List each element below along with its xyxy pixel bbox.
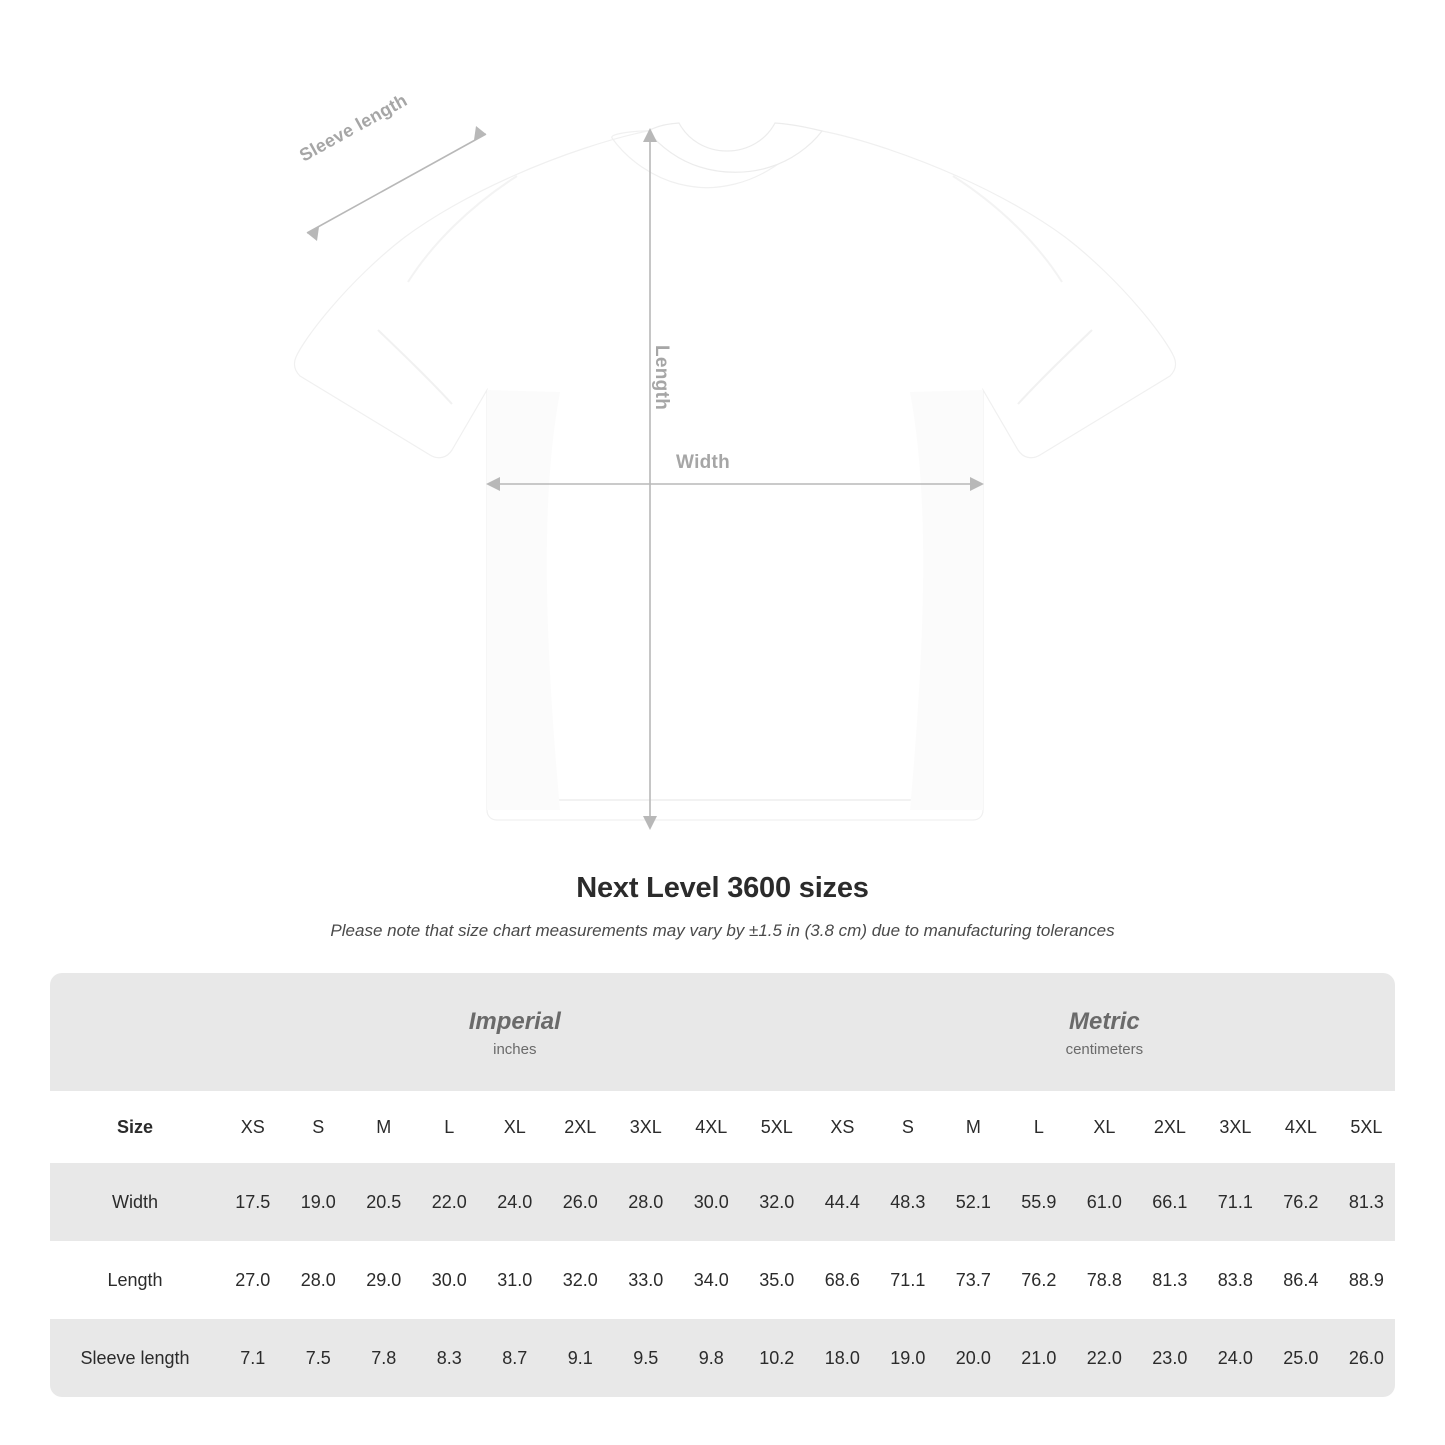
cell-sleeve-metric-4xl: 25.0: [1268, 1319, 1334, 1397]
size-header-metric-5xl: 5XL: [1334, 1091, 1395, 1163]
size-header-metric-s: S: [875, 1091, 941, 1163]
cell-sleeve-imperial-3xl: 9.5: [613, 1319, 679, 1397]
cell-width-imperial-4xl: 30.0: [679, 1163, 745, 1241]
size-header-imperial-3xl: 3XL: [613, 1091, 679, 1163]
cell-length-metric-xl: 78.8: [1072, 1241, 1138, 1319]
cell-width-metric-5xl: 81.3: [1334, 1163, 1395, 1241]
unit-metric-sub: centimeters: [1065, 1040, 1144, 1058]
size-header-imperial-m: M: [351, 1091, 417, 1163]
cell-width-imperial-xl: 24.0: [482, 1163, 548, 1241]
cell-sleeve-metric-l: 21.0: [1006, 1319, 1072, 1397]
cell-sleeve-imperial-s: 7.5: [286, 1319, 352, 1397]
cell-sleeve-imperial-m: 7.8: [351, 1319, 417, 1397]
cell-length-metric-5xl: 88.9: [1334, 1241, 1395, 1319]
cell-width-metric-3xl: 71.1: [1203, 1163, 1269, 1241]
size-header-metric-xs: XS: [810, 1091, 876, 1163]
size-header-imperial-l: L: [417, 1091, 483, 1163]
cell-length-metric-xs: 68.6: [810, 1241, 876, 1319]
cell-length-imperial-l: 30.0: [417, 1241, 483, 1319]
row-label-sleeve-length: Sleeve length: [50, 1319, 220, 1397]
cell-sleeve-imperial-5xl: 10.2: [744, 1319, 810, 1397]
size-header-imperial-5xl: 5XL: [744, 1091, 810, 1163]
tshirt-shape: [294, 123, 1175, 820]
cell-sleeve-metric-m: 20.0: [941, 1319, 1007, 1397]
tolerance-note: Please note that size chart measurements may vary by ±1.5 in (3.8 cm) due to manufacturing tolerances: [330, 921, 1115, 940]
length-label: Length: [651, 345, 672, 411]
cell-width-imperial-3xl: 28.0: [613, 1163, 679, 1241]
size-header-imperial-xl: XL: [482, 1091, 548, 1163]
unit-header-row: [50, 973, 1395, 1091]
cell-length-imperial-4xl: 34.0: [679, 1241, 745, 1319]
cell-length-imperial-xs: 27.0: [220, 1241, 286, 1319]
cell-sleeve-metric-xs: 18.0: [810, 1319, 876, 1397]
cell-width-imperial-5xl: 32.0: [744, 1163, 810, 1241]
size-header-metric-xl: XL: [1072, 1091, 1138, 1163]
cell-width-metric-xl: 61.0: [1072, 1163, 1138, 1241]
cell-length-metric-l: 76.2: [1006, 1241, 1072, 1319]
cell-sleeve-imperial-4xl: 9.8: [679, 1319, 745, 1397]
cell-width-imperial-l: 22.0: [417, 1163, 483, 1241]
table-row: [50, 1319, 1395, 1397]
cell-width-metric-xs: 44.4: [810, 1163, 876, 1241]
unit-header-imperial: [220, 973, 810, 1091]
size-header-metric-m: M: [941, 1091, 1007, 1163]
cell-sleeve-metric-xl: 22.0: [1072, 1319, 1138, 1397]
cell-sleeve-metric-s: 19.0: [875, 1319, 941, 1397]
cell-length-metric-m: 73.7: [941, 1241, 1007, 1319]
table-row: [50, 1241, 1395, 1319]
title-block: [0, 872, 1445, 941]
unit-header-metric: [810, 973, 1395, 1091]
size-header-row: [50, 1091, 1395, 1163]
size-header-metric-4xl: 4XL: [1268, 1091, 1334, 1163]
page-title: Next Level 3600 sizes: [576, 872, 869, 904]
cell-length-imperial-xl: 31.0: [482, 1241, 548, 1319]
size-header-label: Size: [50, 1091, 220, 1163]
table-row: [50, 1163, 1395, 1241]
unit-metric-name: Metric: [1069, 1007, 1140, 1035]
cell-width-metric-4xl: 76.2: [1268, 1163, 1334, 1241]
cell-sleeve-imperial-2xl: 9.1: [548, 1319, 614, 1397]
cell-sleeve-imperial-l: 8.3: [417, 1319, 483, 1397]
sleeve-length-label: Sleeve length: [296, 89, 411, 166]
row-label-width: Width: [50, 1163, 220, 1241]
size-chart-table: [50, 973, 1395, 1397]
cell-width-imperial-s: 19.0: [286, 1163, 352, 1241]
cell-length-metric-s: 71.1: [875, 1241, 941, 1319]
size-header-imperial-4xl: 4XL: [679, 1091, 745, 1163]
cell-width-metric-l: 55.9: [1006, 1163, 1072, 1241]
cell-width-imperial-xs: 17.5: [220, 1163, 286, 1241]
cell-sleeve-imperial-xs: 7.1: [220, 1319, 286, 1397]
cell-length-imperial-2xl: 32.0: [548, 1241, 614, 1319]
size-header-metric-2xl: 2XL: [1137, 1091, 1203, 1163]
size-header-metric-3xl: 3XL: [1203, 1091, 1269, 1163]
cell-width-metric-m: 52.1: [941, 1163, 1007, 1241]
cell-sleeve-imperial-xl: 8.7: [482, 1319, 548, 1397]
cell-length-imperial-m: 29.0: [351, 1241, 417, 1319]
size-chart-table-wrapper: [50, 973, 1395, 1397]
cell-sleeve-metric-2xl: 23.0: [1137, 1319, 1203, 1397]
unit-header-spacer: [50, 973, 220, 1091]
width-label: Width: [676, 452, 731, 473]
row-label-length: Length: [50, 1241, 220, 1319]
cell-sleeve-metric-3xl: 24.0: [1203, 1319, 1269, 1397]
cell-sleeve-metric-5xl: 26.0: [1334, 1319, 1395, 1397]
cell-length-metric-3xl: 83.8: [1203, 1241, 1269, 1319]
cell-width-metric-2xl: 66.1: [1137, 1163, 1203, 1241]
unit-imperial-name: Imperial: [468, 1007, 561, 1035]
size-header-imperial-2xl: 2XL: [548, 1091, 614, 1163]
cell-width-imperial-m: 20.5: [351, 1163, 417, 1241]
cell-length-metric-2xl: 81.3: [1137, 1241, 1203, 1319]
cell-width-metric-s: 48.3: [875, 1163, 941, 1241]
unit-imperial-sub: inches: [493, 1040, 537, 1058]
size-header-imperial-s: S: [286, 1091, 352, 1163]
cell-length-imperial-3xl: 33.0: [613, 1241, 679, 1319]
cell-length-imperial-5xl: 35.0: [744, 1241, 810, 1319]
cell-length-metric-4xl: 86.4: [1268, 1241, 1334, 1319]
size-header-metric-l: L: [1006, 1091, 1072, 1163]
size-header-imperial-xs: XS: [220, 1091, 286, 1163]
cell-width-imperial-2xl: 26.0: [548, 1163, 614, 1241]
cell-length-imperial-s: 28.0: [286, 1241, 352, 1319]
